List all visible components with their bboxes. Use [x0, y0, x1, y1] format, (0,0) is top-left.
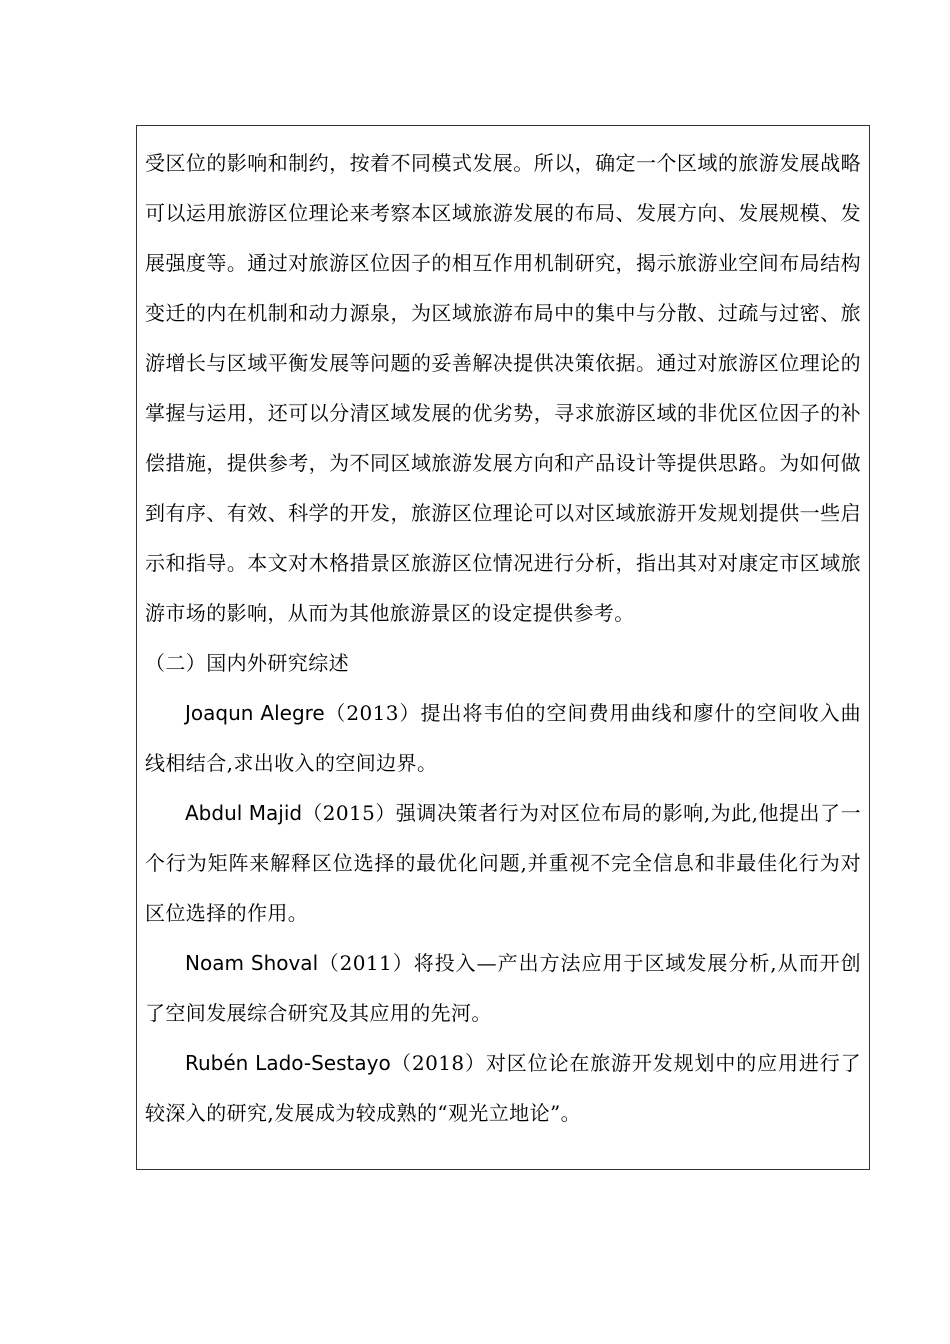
review-paragraph	[145, 1038, 861, 1138]
review-text: 提出将韦伯的空间费用曲线和廖什的空间收入曲线相结合,求出收入的空间边界。	[145, 701, 861, 775]
review-paragraph	[145, 788, 861, 938]
review-text: 对区位论在旅游开发规划中的应用进行了较深入的研究,发展成为较成熟的“观光立地论”。	[145, 1051, 861, 1125]
review-year: （2018）	[390, 1051, 486, 1075]
content-table-cell	[136, 125, 870, 1170]
review-author: Abdul Majid	[185, 801, 303, 825]
review-text: 强调决策者行为对区位布局的影响,为此,他提出了一个行为矩阵来解释区位选择的最优化问题,并重视不完全信息和非最佳化行为对区位选择的作用。	[145, 801, 861, 925]
review-author: Rubén Lado-Sestayo	[185, 1051, 391, 1075]
review-year: （2013）	[324, 701, 421, 725]
review-author: Noam Shoval	[185, 951, 319, 975]
review-paragraph	[145, 938, 861, 1038]
review-author: Joaqun Alegre	[185, 701, 325, 725]
review-paragraph	[145, 688, 861, 788]
intro-paragraph: 受区位的影响和制约，按着不同模式发展。所以，确定一个区域的旅游发展战略可以运用旅游区位理论来考察本区域旅游发展的布局、发展方向、发展规模、发展强度等。通过对旅游区位因子的相互作用机制研究，揭示旅游业空间布局结构变迁的内在机制和动力源泉，为区域旅游布局中的集中与分散、过疏与过密、旅游增长与区域平衡发展等问题的妥善解决提供决策依据。通过对旅游区位理论的掌握与运用，还可以分清区域发展的优劣势，寻求旅游区域的非优区位因子的补偿措施，提供参考，为不同区域旅游发展方向和产品设计等提供思路。为如何做到有序、有效、科学的开发，旅游区位理论可以对区域旅游开发规划提供一些启示和指导。本文对木格措景区旅游区位情况进行分析，指出其对对康定市区域旅游市场的影响，从而为其他旅游景区的设定提供参考。	[145, 151, 861, 625]
review-year: （2015）	[302, 801, 396, 825]
review-text: 将投入—产出方法应用于区域发展分析,从而开创了空间发展综合研究及其应用的先河。	[145, 951, 861, 1025]
review-year: （2011）	[318, 951, 414, 975]
section-heading: （二）国内外研究综述	[145, 651, 349, 675]
